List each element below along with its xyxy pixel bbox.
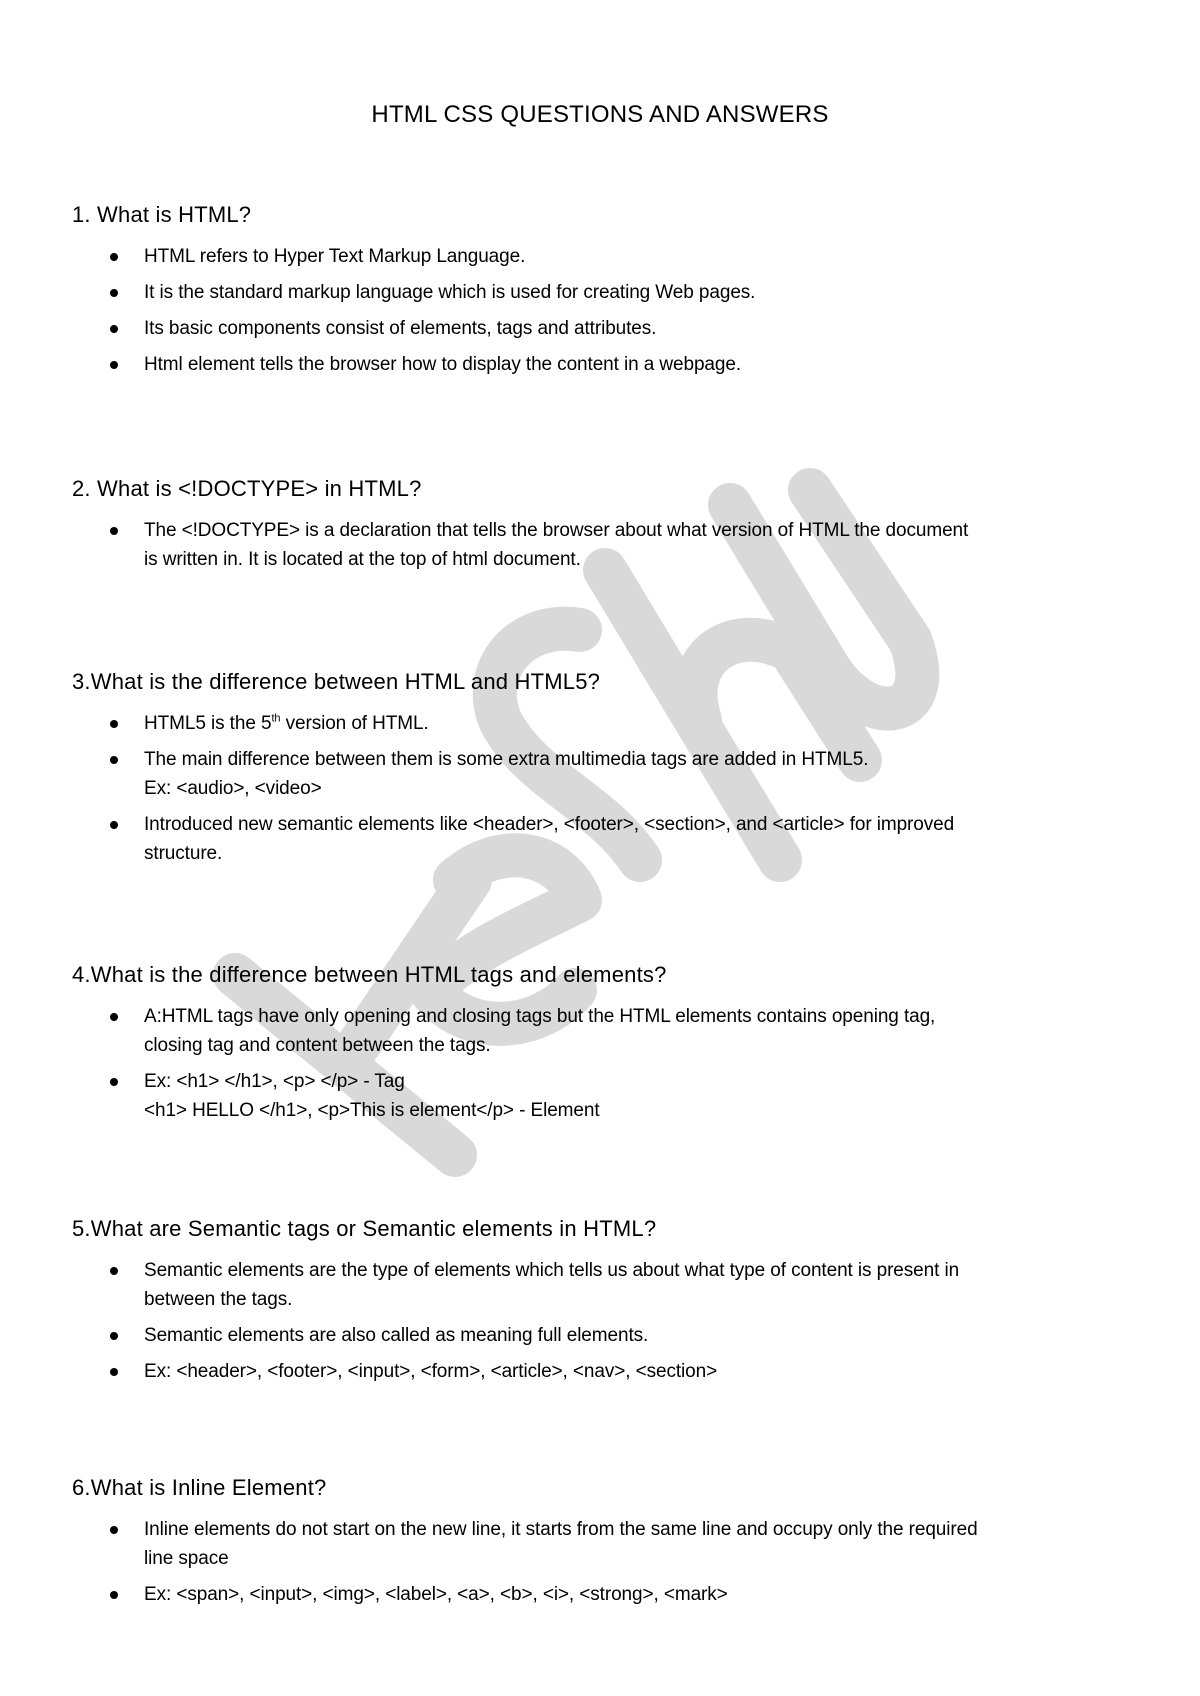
- answer-list: [72, 516, 1132, 574]
- qa-section-4: [72, 962, 1132, 1132]
- bullet-icon: [110, 1013, 118, 1021]
- question-heading: 1. What is HTML?: [72, 202, 252, 227]
- answer-item: Introduced new semantic elements like <header>, <footer>, <section>, and <article> for improved structure.: [72, 810, 1132, 868]
- bullet-icon: [110, 720, 118, 728]
- answer-item: [72, 709, 1132, 738]
- answer-item: The <!DOCTYPE> is a declaration that tells the browser about what version of HTML the document is written in. It is located at the top of html document.: [72, 516, 1132, 574]
- answer-item: Html element tells the browser how to display the content in a webpage.: [72, 350, 1132, 379]
- document-title: HTML CSS QUESTIONS AND ANSWERS: [371, 101, 829, 128]
- bullet-icon: [110, 1078, 118, 1086]
- bullet-icon: [110, 1267, 118, 1275]
- qa-section-5: [72, 1216, 1132, 1393]
- answer-item: HTML refers to Hyper Text Markup Language.: [72, 242, 1132, 271]
- bullet-icon: [110, 821, 118, 829]
- bullet-icon: [110, 1591, 118, 1599]
- bullet-icon: [110, 361, 118, 369]
- bullet-icon: [110, 253, 118, 261]
- question-heading: 6.What is Inline Element?: [72, 1475, 327, 1500]
- qa-section-6: [72, 1475, 1132, 1616]
- bullet-icon: [110, 1368, 118, 1376]
- qa-section-1: [72, 202, 1132, 386]
- answer-list: [72, 1515, 1132, 1609]
- answer-item: Ex: <header>, <footer>, <input>, <form>, <article>, <nav>, <section>: [72, 1357, 1132, 1386]
- answer-list: [72, 1002, 1132, 1125]
- answer-item: A:HTML tags have only opening and closing tags but the HTML elements contains opening tag, closing tag and content between the tags.: [72, 1002, 1132, 1060]
- answer-item: Semantic elements are also called as meaning full elements.: [72, 1321, 1132, 1350]
- qa-section-2: [72, 476, 1132, 581]
- qa-section-3: [72, 669, 1132, 875]
- bullet-icon: [110, 527, 118, 535]
- bullet-icon: [110, 289, 118, 297]
- question-heading: 2. What is <!DOCTYPE> in HTML?: [72, 476, 422, 501]
- bullet-icon: [110, 756, 118, 764]
- bullet-icon: [110, 1526, 118, 1534]
- question-heading: 3.What is the difference between HTML and HTML5?: [72, 669, 601, 694]
- question-heading: 4.What is the difference between HTML tags and elements?: [72, 962, 667, 987]
- html5-version-text: HTML5 is the 5th version of HTML.: [144, 712, 429, 734]
- question-heading: 5.What are Semantic tags or Semantic elements in HTML?: [72, 1216, 657, 1241]
- answer-list: [72, 1256, 1132, 1386]
- answer-item: The main difference between them is some extra multimedia tags are added in HTML5. Ex: <audio>, <video>: [72, 745, 1132, 803]
- answer-item: Ex: <h1> </h1>, <p> </p> - Tag <h1> HELLO </h1>, <p>This is element</p> - Element: [72, 1067, 1132, 1125]
- answer-item: Ex: <span>, <input>, <img>, <label>, <a>, <b>, <i>, <strong>, <mark>: [72, 1580, 1132, 1609]
- answer-item: It is the standard markup language which is used for creating Web pages.: [72, 278, 1132, 307]
- bullet-icon: [110, 325, 118, 333]
- answer-list: [72, 242, 1132, 379]
- answer-list: [72, 709, 1132, 868]
- bullet-icon: [110, 1332, 118, 1340]
- answer-item: Semantic elements are the type of elements which tells us about what type of content is present in between the tags.: [72, 1256, 1132, 1314]
- answer-item: Its basic components consist of elements, tags and attributes.: [72, 314, 1132, 343]
- answer-item: Inline elements do not start on the new line, it starts from the same line and occupy only the required line space: [72, 1515, 1132, 1573]
